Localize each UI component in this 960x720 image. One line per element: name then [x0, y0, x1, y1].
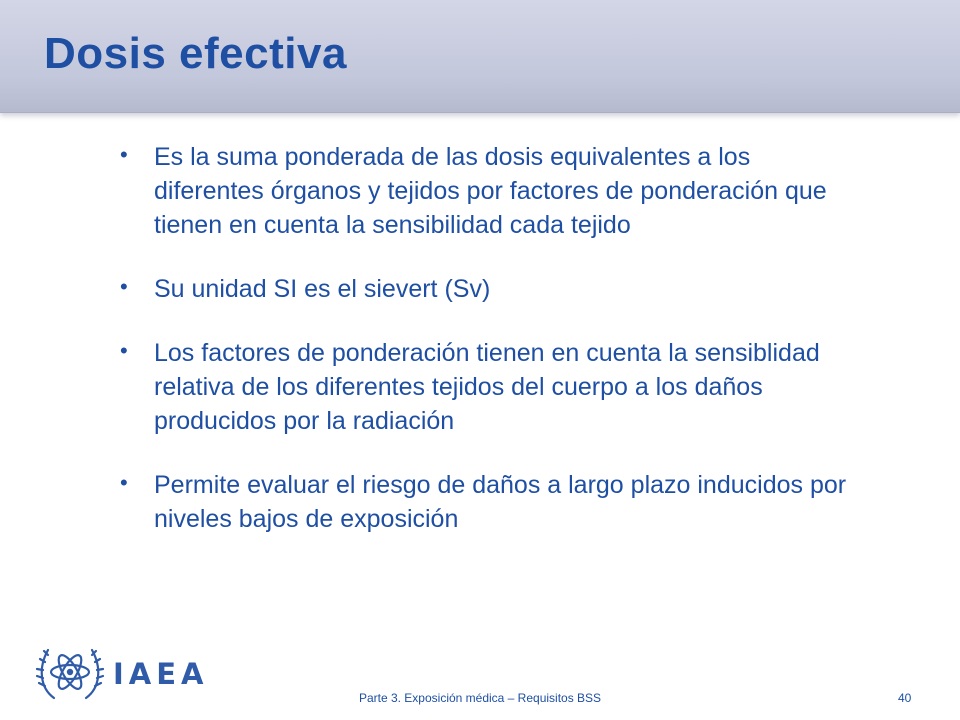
bullet-dot-icon: •	[120, 142, 128, 167]
bullet-dot-icon: •	[120, 338, 128, 363]
slide-title: Dosis efectiva	[44, 29, 347, 78]
iaea-atom-laurel-icon	[34, 640, 106, 704]
bullet-text: Su unidad SI es el sievert (Sv)	[154, 275, 491, 303]
bullet-text: Permite evaluar el riesgo de daños a largo plazo inducidos por niveles bajos de exposición	[154, 471, 847, 533]
bullet-dot-icon: •	[120, 470, 128, 495]
bullet-dot-icon: •	[120, 274, 128, 299]
title-bar	[0, 0, 960, 113]
bullet-item	[116, 336, 856, 438]
bullet-item	[116, 140, 856, 242]
bullet-text: Los factores de ponderación tienen en cuenta la sensiblidad relativa de los diferentes tejidos del cuerpo a los daños producidos por la radiación	[154, 339, 820, 435]
bullet-item	[116, 468, 856, 536]
page-number: 40	[898, 691, 912, 705]
bullet-text: Es la suma ponderada de las dosis equivalentes a los diferentes órganos y tejidos por factores de ponderación que tienen en cuenta la sensibilidad cada tejido	[154, 143, 827, 239]
bullet-item	[116, 272, 856, 306]
footer-caption: Parte 3. Exposición médica – Requisitos BSS	[358, 691, 602, 705]
organization-name: IAEA	[113, 657, 209, 691]
bullet-list	[116, 140, 856, 566]
